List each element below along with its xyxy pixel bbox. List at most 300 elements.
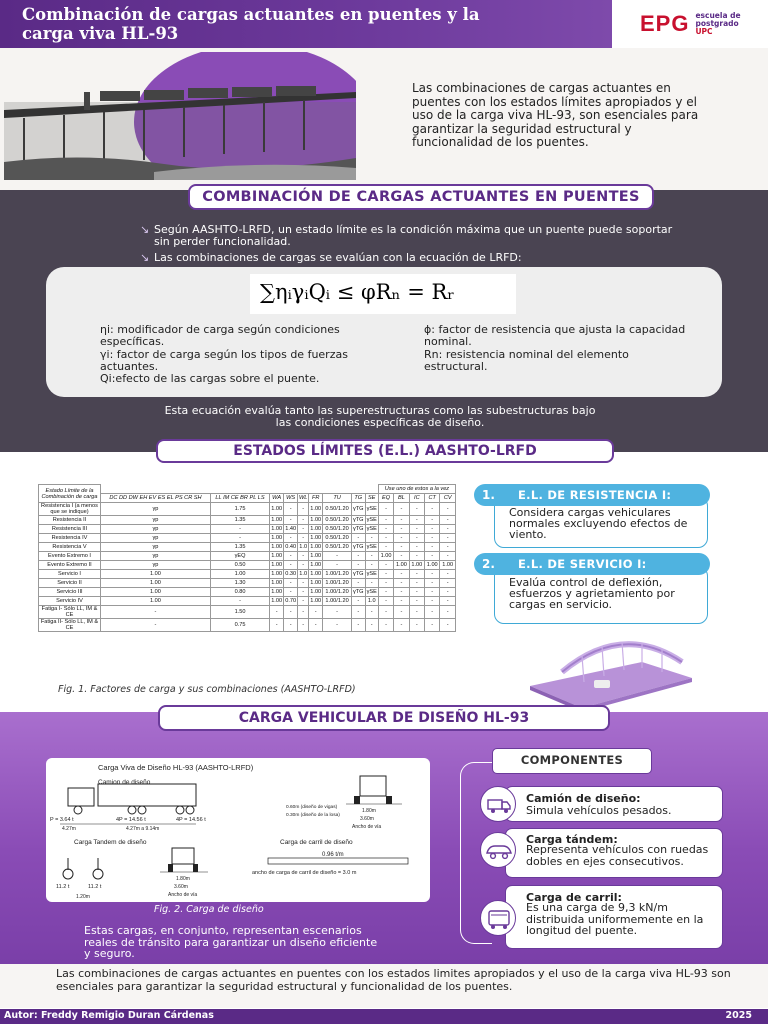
table-cell: - [409, 588, 424, 597]
table-cell: γp [101, 561, 211, 570]
table-cell: - [323, 561, 352, 570]
table-row-header: Servicio IV [39, 597, 101, 606]
table-cell: - [298, 525, 309, 534]
table-cell: - [409, 543, 424, 552]
component-card-tandem [505, 828, 723, 878]
table-cell: - [323, 606, 352, 619]
table-column-header: WS [284, 494, 298, 503]
fig2-caption: Fig. 2. Carga de diseño [154, 904, 264, 915]
intro-text: Las combinaciones de cargas actuantes en puentes con los estados límites apropiados y el uso de la carga viva HL-93, son esenciales para garantizar la seguridad estructural y funcionalidad de los puentes. [412, 81, 699, 149]
truck-rear-view [346, 776, 402, 804]
table-cell: - [394, 570, 409, 579]
table-cell: 1.0 [365, 597, 378, 606]
table-cell: γTG [352, 517, 364, 523]
table-cell: - [365, 552, 378, 561]
table-cell: - [378, 543, 393, 552]
table-column-header: EQ [378, 494, 393, 503]
table-cell: γp [101, 516, 211, 525]
tandem-axles-icon [63, 858, 103, 879]
table-cell: - [351, 579, 365, 588]
table-cell: 1.00 [310, 580, 322, 586]
table-cell: - [298, 534, 309, 543]
table-cell: - [284, 516, 298, 525]
section-title-lrfd: COMBINACIÓN DE CARGAS ACTUANTES EN PUENTES [188, 184, 654, 210]
edge-dist-beams: 0.60m (diseño de vigas) [286, 805, 338, 810]
table-cell: 1.00 [309, 503, 323, 516]
table-cell: - [378, 516, 393, 525]
table-cell: - [298, 606, 309, 619]
table-cell: - [298, 503, 309, 516]
table-cell: - [351, 552, 365, 561]
tandem-label: Carga Tandem de diseño [74, 839, 147, 846]
card-number: 2. [482, 557, 495, 571]
component-title: Carga de carril: [526, 891, 622, 904]
component-title: Carga tándem: [526, 833, 618, 846]
table-cell: - [425, 579, 440, 588]
table-row-header: Resistencia IV [39, 534, 101, 543]
table-column-header: TG [351, 494, 365, 503]
table-cell: - [440, 525, 456, 534]
lane-load-bar [268, 858, 408, 864]
table-cell: - [365, 561, 378, 570]
card-number: 1. [482, 488, 495, 502]
table-cell: 1.00 [271, 544, 283, 550]
table-row [39, 534, 456, 543]
truck-label: Camion de diseño [98, 779, 151, 786]
hl93-diagram [46, 758, 430, 902]
table-cell: - [425, 503, 440, 516]
table-cell: - [409, 503, 424, 516]
table-cell: 1.00 [310, 517, 322, 523]
table-cell: γTG [352, 571, 364, 577]
table-cell: - [378, 570, 393, 579]
table-cell: - [298, 588, 309, 597]
table-cell: 1.0 [299, 544, 308, 550]
table-cell: 1.00/1.20 [323, 579, 352, 588]
table-cell: - [425, 552, 440, 561]
table-row-header: Resistencia III [39, 525, 101, 534]
table-row-header: Evento Extremo II [39, 561, 101, 570]
table-cell: - [365, 534, 378, 543]
table-cell: - [101, 606, 211, 619]
axle-load-3: 4P = 14.56 t [176, 817, 206, 823]
lane-load-value: 0.96 t/m [322, 852, 344, 858]
table-cell: - [425, 619, 440, 632]
rear-width: 3.60m [360, 816, 374, 822]
table-cell: 1.00 [271, 598, 283, 604]
table-cell: - [440, 570, 456, 579]
table-cell: - [440, 552, 456, 561]
axle-spacing-1: 4.27m [62, 826, 76, 832]
table-cell: - [394, 516, 409, 525]
table-cell: - [365, 619, 378, 632]
table-cell: - [425, 516, 440, 525]
table-cell: - [425, 588, 440, 597]
table-cell: 1.00 [310, 526, 322, 532]
fig1-caption: Fig. 1. Factores de carga y sus combinaciones (AASHTO-LRFD) [58, 684, 356, 695]
component-body: Es una carga de 9,3 kN/m distribuida uniformemente en la longitud del puente. [526, 901, 704, 937]
table-cell: - [298, 516, 309, 525]
tandem-rear-gauge: 1.80m [176, 876, 190, 882]
table-row-header: Servicio III [39, 588, 101, 597]
table-cell: - [365, 579, 378, 588]
def-phi: ϕ: factor de resistencia que ajusta la capacidad nominal. [424, 323, 686, 348]
hl93-figure [46, 758, 430, 902]
table-cell: γSE [366, 571, 377, 577]
table-cell: γp [101, 525, 211, 534]
table-row-header: Fatiga II- Sólo LL, IM & CE [39, 619, 101, 632]
table-column-header: FR [309, 494, 323, 503]
table-cell: - [284, 534, 298, 543]
table-cell: 0.70 [285, 598, 297, 604]
card-title: E.L. DE SERVICIO I: [518, 557, 647, 571]
axle-load-2: 4P = 14.56 t [116, 817, 146, 823]
table-corner: Estado Límite de la Combinación de carga [39, 485, 101, 503]
table-cell: 1.35 [210, 516, 269, 525]
table-cell: - [270, 606, 284, 619]
tandem-load-1: 11.2 t [56, 884, 70, 890]
bullet-item [140, 224, 680, 248]
table-cell: - [298, 552, 309, 561]
table-cell: - [210, 534, 269, 543]
table-cell: - [101, 619, 211, 632]
table-cell: 1.00 [270, 503, 284, 516]
table-cell: - [394, 543, 409, 552]
table-cell: 1.00 [271, 535, 283, 541]
rear-gauge: 1.80m [362, 808, 376, 814]
component-card-lane [505, 885, 723, 949]
table-row [39, 579, 456, 588]
table-cell: - [210, 525, 269, 534]
table-cell: - [298, 579, 309, 588]
table-row-header: Servicio I [39, 570, 101, 579]
table-cell: - [409, 579, 424, 588]
logo-line-2: postgrado [695, 19, 739, 28]
table-cell: - [425, 534, 440, 543]
page-title: Combinación de cargas actuantes en puentes y la carga viva HL-93 [22, 5, 480, 43]
table-row [39, 597, 456, 606]
table-row [39, 503, 456, 516]
bridge-illustration [522, 628, 698, 712]
table-cell: 1.00 [440, 561, 456, 570]
table-cell: - [440, 606, 456, 619]
tandem-load-2: 11.2 t [88, 884, 102, 890]
table-cell: - [409, 619, 424, 632]
table-cell: - [409, 597, 424, 606]
table-cell: - [378, 561, 393, 570]
table-cell: - [309, 619, 323, 632]
table-column-header: SE [365, 494, 378, 503]
table-cell: 0.50/1.20 [323, 503, 352, 516]
table-cell: 1.00 [310, 562, 322, 568]
table-column-header: DC DD DW EH EV ES EL PS CR SH [101, 494, 211, 503]
table-cell: - [351, 597, 365, 606]
card-title: E.L. DE RESISTENCIA I: [518, 488, 672, 502]
table-cell: 0.50/1.20 [323, 534, 352, 543]
table-cell: 1.00 [409, 561, 424, 570]
table-cell: 1.00 [271, 589, 283, 595]
table-cell: - [394, 525, 409, 534]
table-cell: - [210, 597, 269, 606]
table-cell: 1.00 [271, 517, 283, 523]
table-row-header: Resistencia V [39, 543, 101, 552]
table-cell: 1.00 [310, 553, 322, 559]
tandem-rear-width: 3.60m [174, 884, 188, 890]
conclusion-text: Las combinaciones de cargas actuantes en puentes con los estados limites apropiados y el uso de la carga viva HL-93 son esenciales para garantizar la seguridad estructural y funcionalidad de los puentes. [56, 967, 731, 993]
table-column-header: WL [298, 495, 308, 501]
table-cell: - [394, 619, 409, 632]
table-row [39, 588, 456, 597]
table-cell: γTG [352, 544, 364, 550]
lane-load-label: Carga de carril de diseño [280, 839, 353, 846]
table-cell: 1.00 [101, 570, 211, 579]
table-cell: 0.50/1.20 [323, 525, 352, 534]
def-q: Qi:efecto de las cargas sobre el puente. [100, 372, 320, 385]
table-cell: 0.80 [210, 588, 269, 597]
lrfd-bullets [140, 224, 680, 268]
tandem-spacing: 1.20m [76, 894, 90, 900]
table-cell: - [365, 606, 378, 619]
def-rn: Rn: resistencia nominal del elemento estructural. [424, 348, 629, 373]
table-row-header: Evento Extremo I [39, 552, 101, 561]
table-cell: - [351, 606, 365, 619]
table-cell: 1.00/1.20 [323, 588, 352, 597]
table-cell: 1.00 [271, 571, 283, 577]
table-cell: γSE [366, 589, 377, 595]
table-cell: γSE [366, 544, 377, 550]
table-row-header: Resistencia I (a menos que se indique) [39, 503, 101, 516]
table-cell: - [409, 552, 424, 561]
table-column-header: TU [323, 494, 352, 503]
lrfd-footer-text: Esta ecuación evalúa tanto las superestructuras como las subestructuras bajo las condiciones específicas de diseño. [164, 404, 596, 429]
table-cell: - [298, 619, 309, 632]
table-cell: - [351, 534, 365, 543]
table-row-header: Fatiga I- Sólo LL, IM & CE [39, 606, 101, 619]
table-cell: - [351, 619, 365, 632]
table-cell: 1.00 [271, 580, 283, 586]
table-cell: - [323, 552, 352, 561]
table-cell: γp [101, 543, 211, 552]
table-cell: γTG [352, 526, 364, 532]
tandem-rear-lane-width: Ancho de vía [168, 892, 198, 898]
table-column-header: LL IM CE BR PL LS [210, 494, 269, 503]
table-cell: 1.00 [310, 544, 322, 550]
axle-load-1: P = 3.64 t [50, 817, 74, 823]
table-row [39, 561, 456, 570]
table-cell: - [284, 552, 298, 561]
edge-dist-slab: 0.30m (diseño de la losa) [286, 813, 340, 818]
table-cell: 0.50/1.20 [323, 543, 352, 552]
table-cell: 1.00 [310, 535, 322, 541]
lane-width-note: ancho de carga de carril de diseño = 3.0 m [252, 870, 357, 876]
footer-bar [0, 1009, 768, 1024]
table-cell: - [409, 525, 424, 534]
table-cell: - [351, 561, 365, 570]
bridge-photo [4, 52, 356, 180]
table-cell: 1.00 [425, 561, 440, 570]
table-row [39, 552, 456, 561]
table-cell: - [323, 619, 352, 632]
table-column-header: BL [394, 494, 409, 503]
table-cell: - [440, 597, 456, 606]
def-gamma: γi: factor de carga según los tipos de fuerzas actuantes. [100, 348, 348, 373]
table-cell: - [284, 561, 298, 570]
table-cell: 1.00 [210, 570, 269, 579]
table-cell: - [394, 552, 409, 561]
table-cell: γTG [352, 589, 364, 595]
table-cell: 1.00 [271, 526, 283, 532]
component-body: Representa vehículos con ruedas dobles en ejes consecutivos. [526, 843, 709, 868]
table-cell: - [425, 597, 440, 606]
table-cell: - [440, 579, 456, 588]
table-cell: - [440, 534, 456, 543]
table-cell: - [284, 588, 298, 597]
rear-lane-width: Ancho de vía [352, 824, 382, 830]
table-cell: - [425, 606, 440, 619]
table-row [39, 543, 456, 552]
tandem-icon [480, 832, 516, 868]
table-cell: - [394, 597, 409, 606]
component-title: Camión de diseño: [526, 792, 641, 805]
table-cell: γSE [365, 503, 378, 516]
table-row [39, 516, 456, 525]
table-cell: 1.00 [310, 571, 322, 577]
table-group-header: Use uno de estos a la vez [378, 485, 455, 494]
table-cell: - [394, 503, 409, 516]
fig-title: Carga Viva de Diseño HL-93 (AASHTO-LRFD) [98, 763, 254, 772]
table-cell: 1.00 [101, 588, 211, 597]
table-cell: 1.00 [310, 598, 322, 604]
table-cell: 1.00 [394, 561, 409, 570]
table-cell: - [425, 543, 440, 552]
logo-mark: EPG [640, 11, 690, 36]
year: 2025 [725, 1010, 752, 1021]
table-cell: - [409, 534, 424, 543]
table-cell: 1.35 [210, 543, 269, 552]
table-cell: 1.50 [210, 606, 269, 619]
table-cell: 1.00 [271, 562, 283, 568]
table-column-header: IC [409, 494, 424, 503]
table-cell: γp [101, 534, 211, 543]
table-cell: 1.0 [299, 571, 308, 577]
table-cell: - [440, 516, 456, 525]
section-title-hl93: CARGA VEHICULAR DE DISEÑO HL-93 [158, 705, 610, 731]
intro-section [0, 48, 768, 190]
table-cell: - [284, 503, 298, 516]
bullet-item [140, 252, 680, 264]
table-cell: γp [101, 552, 211, 561]
table-cell: 0.50 [210, 561, 269, 570]
table-cell: - [284, 619, 298, 632]
table-cell: - [394, 534, 409, 543]
table-column-header: CT [425, 494, 440, 503]
table-cell: - [378, 597, 393, 606]
bullet-text: Las combinaciones de cargas se evalúan con la ecuación de LRFD: [154, 251, 522, 264]
table-cell: - [378, 606, 393, 619]
table-row [39, 619, 456, 632]
hl93-note: Estas cargas, en conjunto, representan escenarios reales de tránsito para garantizar un diseño eficiente y seguro. [84, 924, 378, 960]
header [0, 0, 768, 48]
table-cell: - [298, 597, 309, 606]
table-cell: γSE [366, 517, 377, 523]
table-cell: - [440, 543, 456, 552]
table-cell: - [425, 525, 440, 534]
table-cell: - [378, 579, 393, 588]
table-cell: 1.00/1.20 [323, 597, 352, 606]
table-cell: - [378, 525, 393, 534]
table-cell: - [378, 588, 393, 597]
lrfd-formula [250, 274, 516, 314]
table-cell: - [284, 579, 298, 588]
table-cell: 1.00 [310, 589, 322, 595]
table-cell: - [440, 503, 456, 516]
table-column-header: WA [270, 494, 284, 503]
epg-logo [640, 11, 741, 37]
table-cell: - [394, 579, 409, 588]
table-cell: - [425, 570, 440, 579]
table-cell: - [378, 534, 393, 543]
table-cell: - [394, 588, 409, 597]
table-cell: - [409, 606, 424, 619]
table-cell: - [394, 606, 409, 619]
table-row [39, 570, 456, 579]
table-cell: - [309, 606, 323, 619]
bullet-text: Según AASHTO-LRFD, un estado límite es la condición máxima que un puente puede soportar sin perder funcionalidad. [154, 223, 673, 248]
table-row [39, 606, 456, 619]
table-cell: γSE [366, 526, 377, 532]
table-row-header: Resistencia II [39, 516, 101, 525]
axle-spacing-2: 4.27m a 9.14m [126, 826, 160, 832]
components-title: COMPONENTES [492, 748, 652, 774]
logo-text [695, 12, 740, 36]
section-title-limit-states: ESTADOS LÍMITES (E.L.) AASHTO-LRFD [156, 439, 614, 463]
table-cell: 1.00/1.20 [323, 570, 352, 579]
card-resistance-body: Considera cargas vehiculares normales excluyendo efectos de viento. [509, 506, 688, 541]
card-resistance-header [474, 484, 710, 506]
card-service-header [474, 553, 710, 575]
table-cell: 0.40 [285, 544, 297, 550]
table-cell: - [270, 619, 284, 632]
table-cell: - [378, 503, 393, 516]
logo-line-3: UPC [695, 27, 713, 36]
component-card-truck [505, 786, 723, 822]
author: Autor: Freddy Remigio Duran Cárdenas [4, 1010, 214, 1021]
table-cell: 0.30 [285, 571, 297, 577]
table-cell: 1.75 [210, 503, 269, 516]
logo-line-1: escuela de [695, 11, 741, 20]
table-column-header: CV [440, 494, 456, 503]
table-row-header: Servicio II [39, 579, 101, 588]
component-body: Simula vehículos pesados. [526, 804, 672, 817]
truck-icon [480, 786, 516, 822]
lane-icon [480, 900, 516, 936]
table-cell: 1.00 [271, 553, 283, 559]
table-cell: 1.00 [101, 597, 211, 606]
table-cell: 1.00 [101, 579, 211, 588]
table-cell: - [378, 619, 393, 632]
table-row [39, 525, 456, 534]
table-cell: γEQ [210, 552, 269, 561]
card-service-body: Evalúa control de deflexión, esfuerzos y agrietamiento por cargas en servicio. [509, 576, 675, 611]
table-cell: 0.75 [210, 619, 269, 632]
table-cell: 1.30 [210, 579, 269, 588]
table-cell: γp [101, 503, 211, 516]
arrow-icon: ↘ [140, 251, 150, 264]
table-cell: - [440, 588, 456, 597]
def-eta: ηi: modificador de carga según condiciones específicas. [100, 323, 340, 348]
table-cell: - [440, 619, 456, 632]
table-cell: 1.00 [378, 552, 393, 561]
